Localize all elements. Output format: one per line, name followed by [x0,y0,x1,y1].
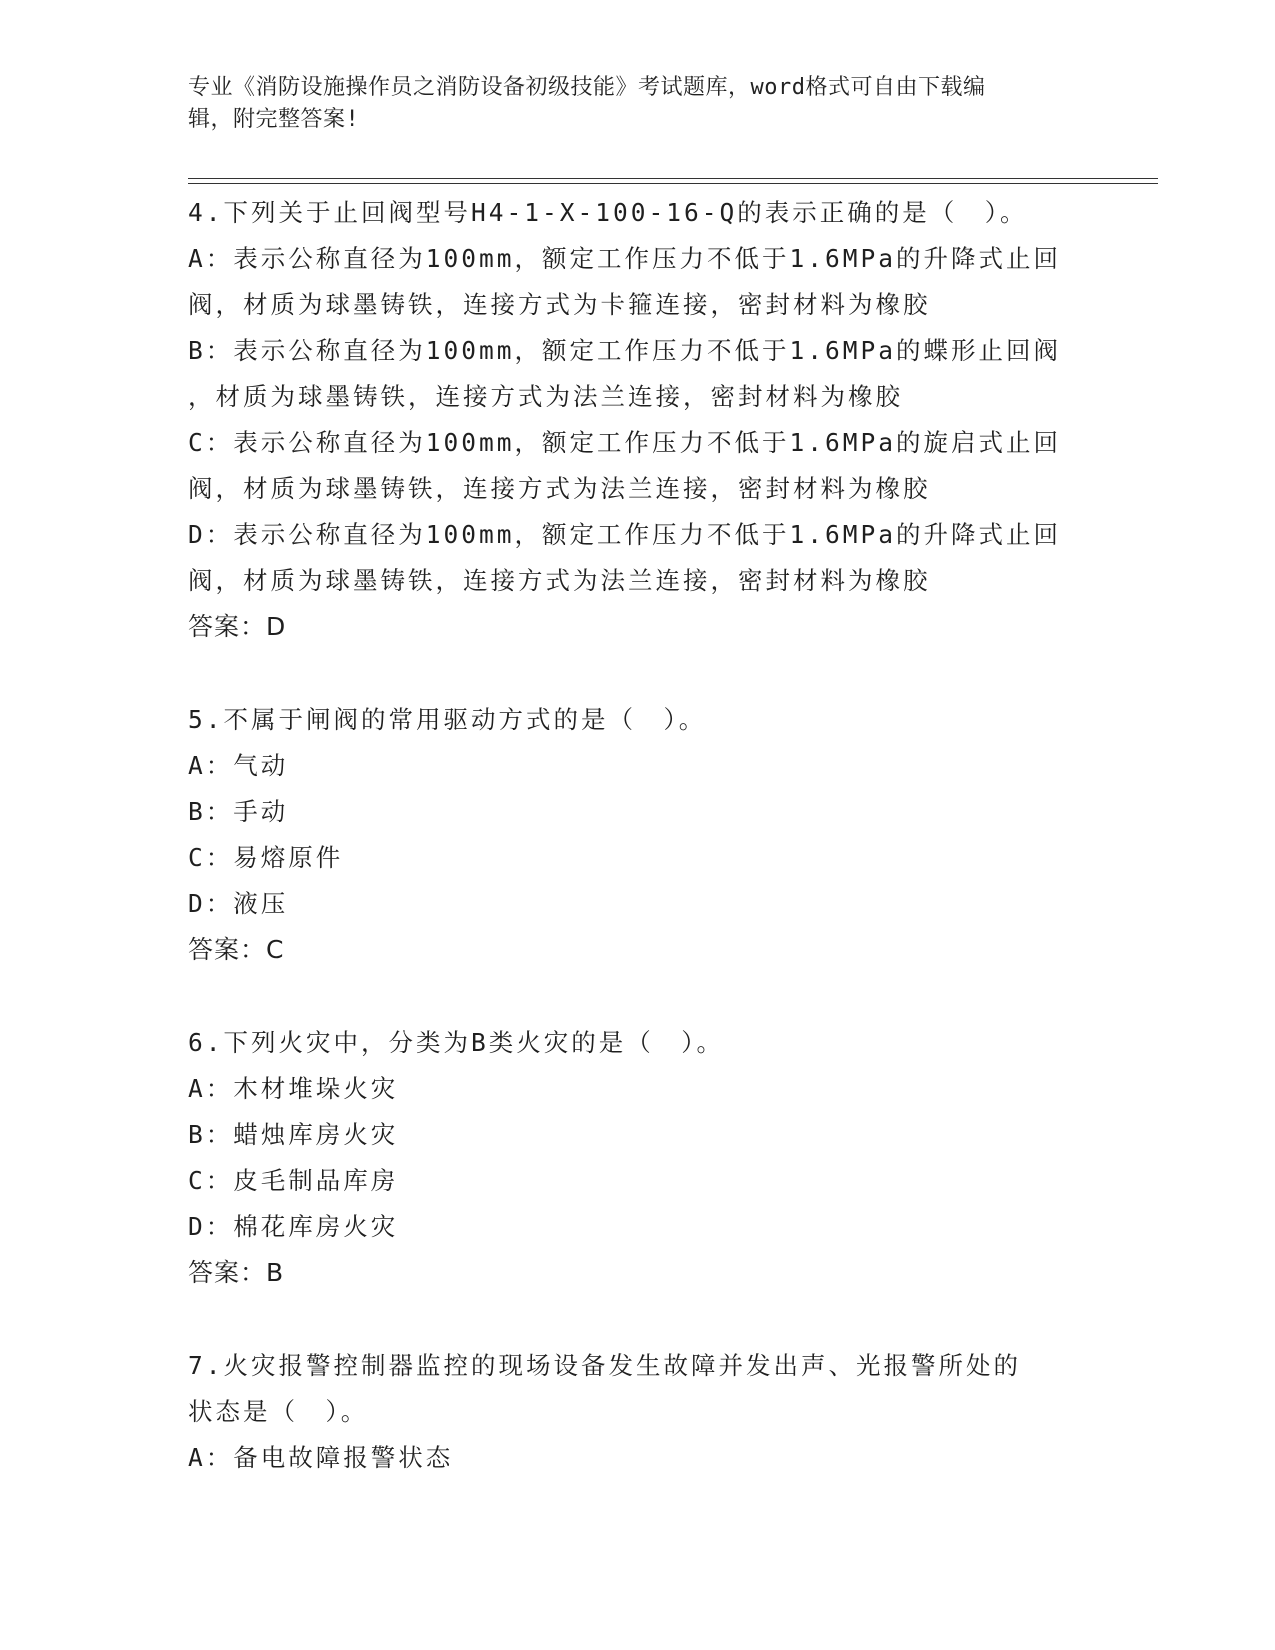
header-divider-bottom [188,183,1158,184]
header-divider-top [188,178,1158,179]
option-d: D：液压 [188,889,289,918]
question-stem: 7.火灾报警控制器监控的现场设备发生故障并发出声、光报警所处的 [188,1351,1021,1380]
header-line-1: 专业《消防设施操作员之消防设备初级技能》考试题库，word格式可自由下载编 [188,75,986,100]
question-5 [188,697,1088,973]
option-line: 阀，材质为球墨铸铁，连接方式为法兰连接，密封材料为橡胶 [188,566,931,595]
header-line-2: 辑，附完整答案! [188,107,360,132]
option-a: A：木材堆垛火灾 [188,1074,399,1103]
option-b: B：手动 [188,797,289,826]
option-d: D：棉花库房火灾 [188,1212,399,1241]
question-6 [188,1020,1088,1296]
option-line: C：表示公称直径为100mm，额定工作压力不低于1.6MPa的旋启式止回 [188,428,1062,457]
option-line: A：表示公称直径为100mm，额定工作压力不低于1.6MPa的升降式止回 [188,244,1062,273]
question-stem: 4.下列关于止回阀型号H4-1-X-100-16-Q的表示正确的是（ ）。 [188,198,1028,227]
option-line: ，材质为球墨铸铁，连接方式为法兰连接，密封材料为橡胶 [188,382,903,411]
option-line: B：表示公称直径为100mm，额定工作压力不低于1.6MPa的蝶形止回阀 [188,336,1062,365]
option-a [188,236,1088,328]
option-b: B：蜡烛库房火灾 [188,1120,399,1149]
option-a: A：气动 [188,751,289,780]
question-spacer [188,973,1088,1020]
answer-text: 答案：B [188,1258,285,1287]
answer-text: 答案：D [188,612,287,641]
question-4 [188,190,1088,650]
option-line: 阀，材质为球墨铸铁，连接方式为法兰连接，密封材料为橡胶 [188,474,931,503]
option-line: 阀，材质为球墨铸铁，连接方式为卡箍连接，密封材料为橡胶 [188,290,931,319]
question-stem-continued: 状态是（ ）。 [188,1397,369,1426]
question-spacer [188,1296,1088,1343]
document-header [188,72,1088,136]
option-b [188,328,1088,420]
option-d [188,512,1088,604]
question-list [188,190,1088,1481]
question-7 [188,1343,1088,1481]
option-c: C：易熔原件 [188,843,344,872]
question-stem: 5.不属于闸阀的常用驱动方式的是（ ）。 [188,705,707,734]
answer-text: 答案：C [188,935,285,964]
option-c [188,420,1088,512]
option-line: D：表示公称直径为100mm，额定工作压力不低于1.6MPa的升降式止回 [188,520,1062,549]
question-stem: 6.下列火灾中，分类为B类火灾的是（ ）。 [188,1028,724,1057]
option-c: C：皮毛制品库房 [188,1166,399,1195]
option-a: A：备电故障报警状态 [188,1443,454,1472]
question-spacer [188,650,1088,697]
